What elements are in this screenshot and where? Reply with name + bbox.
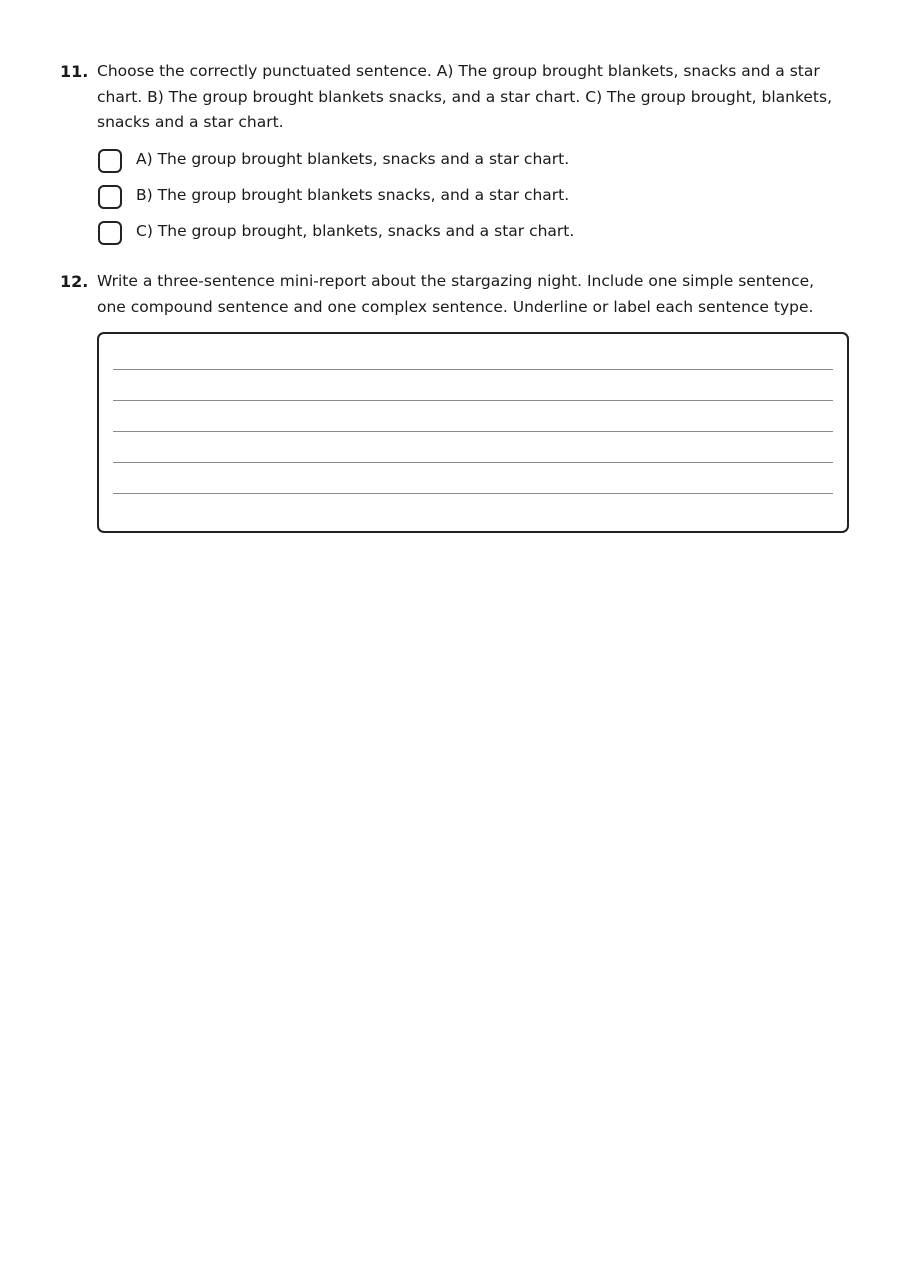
option-a-label: A) The group brought blankets, snacks and a star chart. bbox=[136, 150, 570, 168]
question-text: Choose the correctly punctuated sentence. A) The group brought blankets, snacks and a star chart. B) The group brought blankets snacks, and a star chart. C) The group brought, blankets, snacks and a star chart. bbox=[97, 62, 833, 131]
checkbox-b[interactable] bbox=[98, 185, 122, 209]
question-text: Write a three-sentence mini-report about the stargazing night. Include one simple sentence, one compound sentence and one complex sentence. Underline or label each sentence type. bbox=[97, 272, 815, 316]
question-number: 11. bbox=[60, 62, 89, 81]
option-a[interactable] bbox=[97, 147, 797, 183]
writing-line bbox=[113, 462, 833, 463]
writing-line bbox=[113, 431, 833, 432]
writing-line bbox=[113, 400, 833, 401]
answer-options bbox=[97, 147, 797, 255]
option-c[interactable] bbox=[97, 219, 797, 255]
option-b-label: B) The group brought blankets snacks, and a star chart. bbox=[136, 186, 570, 204]
question-number: 12. bbox=[60, 272, 89, 291]
checkbox-c[interactable] bbox=[98, 221, 122, 245]
option-c-label: C) The group brought, blankets, snacks and a star chart. bbox=[136, 222, 575, 240]
writing-line bbox=[113, 493, 833, 494]
option-b[interactable] bbox=[97, 183, 797, 219]
checkbox-a[interactable] bbox=[98, 149, 122, 173]
written-answer-box[interactable] bbox=[97, 332, 849, 533]
writing-line bbox=[113, 369, 833, 370]
